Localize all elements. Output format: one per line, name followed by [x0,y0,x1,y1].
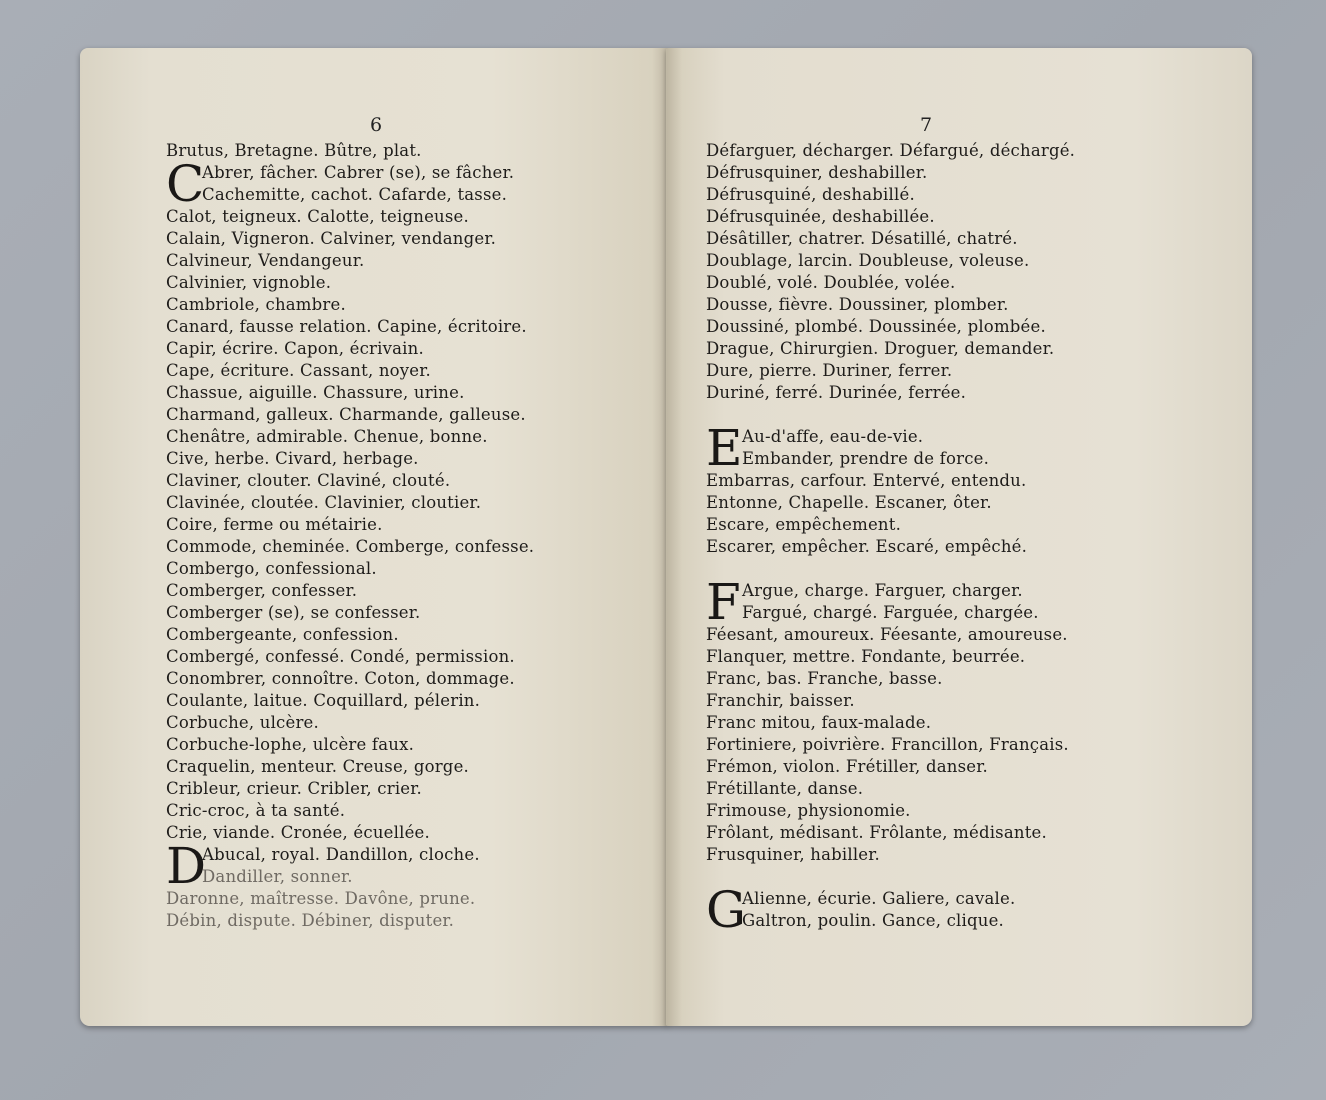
entry-line: Frétillante, danse. [706,779,864,798]
entry-line: Cric-croc, à ta santé. [166,801,346,820]
entry-line: Calain, Vigneron. Calviner, vendanger. [166,229,497,248]
section-gap [706,404,1075,426]
entry-line-dropcap: E Au-d'affe, eau-de-vie. [706,419,924,477]
entry-line: Débin, dispute. Débiner, disputer. [166,911,455,930]
entry-line: Duriné, ferré. Durinée, ferrée. [706,383,967,402]
entry-line: Combergé, confessé. Condé, permission. [166,647,515,666]
entry-line: Calvinier, vignoble. [166,273,332,292]
entry-line: Coire, ferme ou métairie. [166,515,383,534]
entry-line: Chenâtre, admirable. Chenue, bonne. [166,427,488,446]
entry-line: Embander, prendre de force. [742,449,990,468]
entry-line: Féesant, amoureux. Féesante, amoureuse. [706,625,1068,644]
page-number-right: 7 [920,114,933,136]
entry-line: Défrusquiné, deshabillé. [706,185,915,204]
entry-line: Frôlant, médisant. Frôlante, médisante. [706,823,1047,842]
dropcap-d: D [166,837,207,895]
entry-line-dropcap: C Abrer, fâcher. Cabrer (se), se fâcher. [166,155,515,213]
entry-line: Commode, cheminée. Comberge, confesse. [166,537,535,556]
entry-line: Cachemitte, cachot. Cafarde, tasse. [202,185,508,204]
entry-line: Défrusquiner, deshabiller. [706,163,928,182]
entry-line: Doussiné, plombé. Doussinée, plombée. [706,317,1046,336]
entry-line: Défrusquinée, deshabillée. [706,207,935,226]
entry-line: Flanquer, mettre. Fondante, beurrée. [706,647,1026,666]
entry-line: Conombrer, connoître. Coton, dommage. [166,669,515,688]
entry-line: Canard, fausse relation. Capine, écritoire. [166,317,527,336]
entry-line: Corbuche, ulcère. [166,713,319,732]
entry-line: Chassue, aiguille. Chassure, urine. [166,383,465,402]
entry-line: Fargué, chargé. Farguée, chargée. [742,603,1039,622]
left-page-entries [166,140,534,932]
entry-line: Combergeante, confession. [166,625,399,644]
page-number-left: 6 [370,114,383,136]
entry-line: Charmand, galleux. Charmande, galleuse. [166,405,526,424]
entry-line: Frimouse, physionomie. [706,801,911,820]
section-gap [706,558,1075,580]
entry-line: Coulante, laitue. Coquillard, pélerin. [166,691,481,710]
entry-line-dropcap: F Argue, charge. Farguer, charger. [706,573,1023,631]
entry-line: Calvineur, Vendangeur. [166,251,365,270]
dropcap-e: E [706,419,743,477]
entry-line: Escare, empêchement. [706,515,902,534]
entry-line: Dandiller, sonner. [202,867,353,886]
entry-line: Crie, viande. Cronée, écuellée. [166,823,430,842]
entry-line: Drague, Chirurgien. Droguer, demander. [706,339,1055,358]
dropcap-c: C [166,155,205,213]
dropcap-g: G [706,881,747,939]
entry-line-dropcap: G Alienne, écurie. Galiere, cavale. [706,881,1016,939]
dropcap-f: F [706,573,741,631]
book-gutter [652,48,682,1026]
entry-line: Fortiniere, poivrière. Francillon, Français. [706,735,1069,754]
right-page-entries [706,140,1076,939]
entry-line: Corbuche-lophe, ulcère faux. [166,735,415,754]
entry-line: Franc mitou, faux-malade. [706,713,932,732]
entry-line: Doublé, volé. Doublée, volée. [706,273,956,292]
entry-line: Brutus, Bretagne. Bûtre, plat. [166,141,422,160]
entry-line: Entonne, Chapelle. Escaner, ôter. [706,493,992,512]
section-gap [706,866,1075,888]
entry-line: Désâtiller, chatrer. Désatillé, chatré. [706,229,1018,248]
entry-line: Capir, écrire. Capon, écrivain. [166,339,424,358]
entry-line: Frémon, violon. Frétiller, danser. [706,757,988,776]
entry-line: Daronne, maîtresse. Davône, prune. [166,889,476,908]
entry-line: Cape, écriture. Cassant, noyer. [166,361,431,380]
entry-line: Comberger, confesser. [166,581,358,600]
entry-line: Cive, herbe. Civard, herbage. [166,449,419,468]
entry-line: Calot, teigneux. Calotte, teigneuse. [166,207,469,226]
left-page [80,48,668,1026]
entry-line: Cribleur, crieur. Cribler, crier. [166,779,422,798]
entry-line: Défarguer, décharger. Défargué, déchargé. [706,141,1076,160]
entry-line: Escarer, empêcher. Escaré, empêché. [706,537,1028,556]
entry-line: Dousse, fièvre. Doussiner, plomber. [706,295,1009,314]
entry-line: Comberger (se), se confesser. [166,603,421,622]
entry-line: Cambriole, chambre. [166,295,346,314]
entry-line: Galtron, poulin. Gance, clique. [742,911,1004,930]
entry-line: Clavinée, cloutée. Clavinier, cloutier. [166,493,482,512]
entry-line: Embarras, carfour. Entervé, entendu. [706,471,1027,490]
entry-line: Franc, bas. Franche, basse. [706,669,943,688]
entry-line: Craquelin, menteur. Creuse, gorge. [166,757,469,776]
entry-line: Combergo, confessional. [166,559,377,578]
entry-line: Franchir, baisser. [706,691,855,710]
right-page [666,48,1252,1026]
entry-line: Claviner, clouter. Claviné, clouté. [166,471,451,490]
open-booklet [80,48,1252,1026]
entry-line: Doublage, larcin. Doubleuse, voleuse. [706,251,1030,270]
entry-line: Frusquiner, habiller. [706,845,880,864]
entry-line: Dure, pierre. Duriner, ferrer. [706,361,953,380]
entry-line-dropcap: D Abucal, royal. Dandillon, cloche. [166,837,480,895]
